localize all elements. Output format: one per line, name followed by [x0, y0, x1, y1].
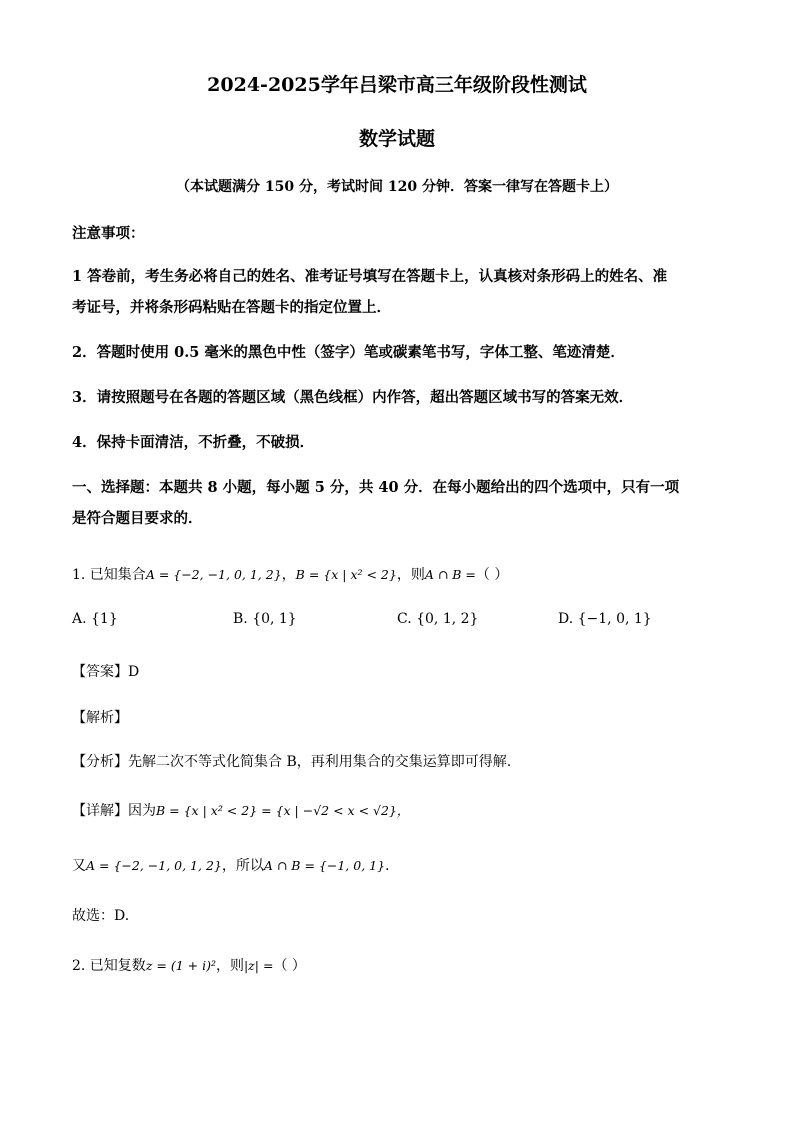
question-1-prefix: 1. 已知集合: [72, 567, 146, 583]
question-1-ask: ，则: [396, 567, 425, 583]
intersection-formula: A ∩ B =: [424, 567, 476, 582]
instruction-1-line1: 1 答卷前，考生务必将自己的姓名、准考证号填写在答题卡上，认真核对条形码上的姓名、准: [72, 268, 668, 285]
again-end: .: [385, 858, 390, 874]
detail-conclusion: [72, 855, 390, 875]
section-1-heading-line2: 是符合题目要求的．: [72, 510, 203, 527]
again-mid: ，所以: [221, 858, 264, 874]
set-a-formula: A = {−2, −1, 0, 1, 2}: [145, 567, 282, 582]
detail-label: 【详解】因为: [72, 803, 156, 819]
complex-formula: z = (1 + i)²: [145, 958, 216, 973]
subject-title: 数学试题: [358, 128, 435, 150]
option-c: C. {0, 1, 2}: [397, 611, 479, 627]
section-1-heading-line1: 一、选择题：本题共 8 小题，每小题 5 分，共 40 分．在每小题给出的四个选项中，只有一项: [72, 479, 680, 496]
set-b-formula: B = {x | x² < 2}: [295, 567, 397, 582]
option-b: B. {0, 1}: [233, 611, 297, 627]
instruction-4: 4．保持卡面清洁，不折叠，不破损．: [72, 434, 315, 451]
choose-line: 故选：D.: [72, 908, 130, 924]
exam-title: 2024-2025学年吕梁市高三年级阶段性测试: [207, 74, 587, 96]
question-1: [72, 564, 508, 584]
instruction-2: 2．答题时使用 0.5 毫米的黑色中性（签字）笔或碳素笔书写，字体工整、笔迹清楚．: [72, 344, 625, 361]
instructions-heading: 注意事项：: [72, 225, 145, 242]
exam-note: （本试题满分 150 分，考试时间 120 分钟．答案一律写在答题卡上）: [176, 179, 618, 195]
question-1-comma: ，: [281, 567, 296, 583]
instruction-1-line2: 考证号，并将条形码粘贴在答题卡的指定位置上．: [72, 299, 391, 316]
answer-label: 【答案】D: [72, 664, 140, 680]
question-1-paren: （ ）: [475, 567, 509, 583]
detail-line: [72, 800, 409, 820]
again-text: 又: [72, 858, 86, 874]
option-a: A. {1}: [72, 611, 118, 627]
instruction-3: 3．请按照题号在各题的答题区域（黑色线框）内作答，超出答题区域书写的答案无效．: [72, 389, 634, 406]
question-2-mid: ，则: [215, 958, 244, 974]
question-2: [72, 955, 306, 975]
analysis-label: 【解析】: [72, 710, 128, 726]
again-set-a: A = {−2, −1, 0, 1, 2}: [86, 858, 222, 873]
analysis-fenxi: 【分析】先解二次不等式化简集合 B，再利用集合的交集运算即可得解.: [72, 754, 512, 770]
option-d: D. {−1, 0, 1}: [558, 611, 652, 627]
again-intersection: A ∩ B = {−1, 0, 1}: [263, 858, 386, 873]
question-2-paren: （ ）: [273, 958, 306, 974]
modulus-formula: |z| =: [243, 958, 274, 973]
question-2-prefix: 2. 已知复数: [72, 958, 146, 974]
detail-formula: B = {x | x² < 2} = {x | −√2 < x < √2}，: [156, 803, 410, 818]
